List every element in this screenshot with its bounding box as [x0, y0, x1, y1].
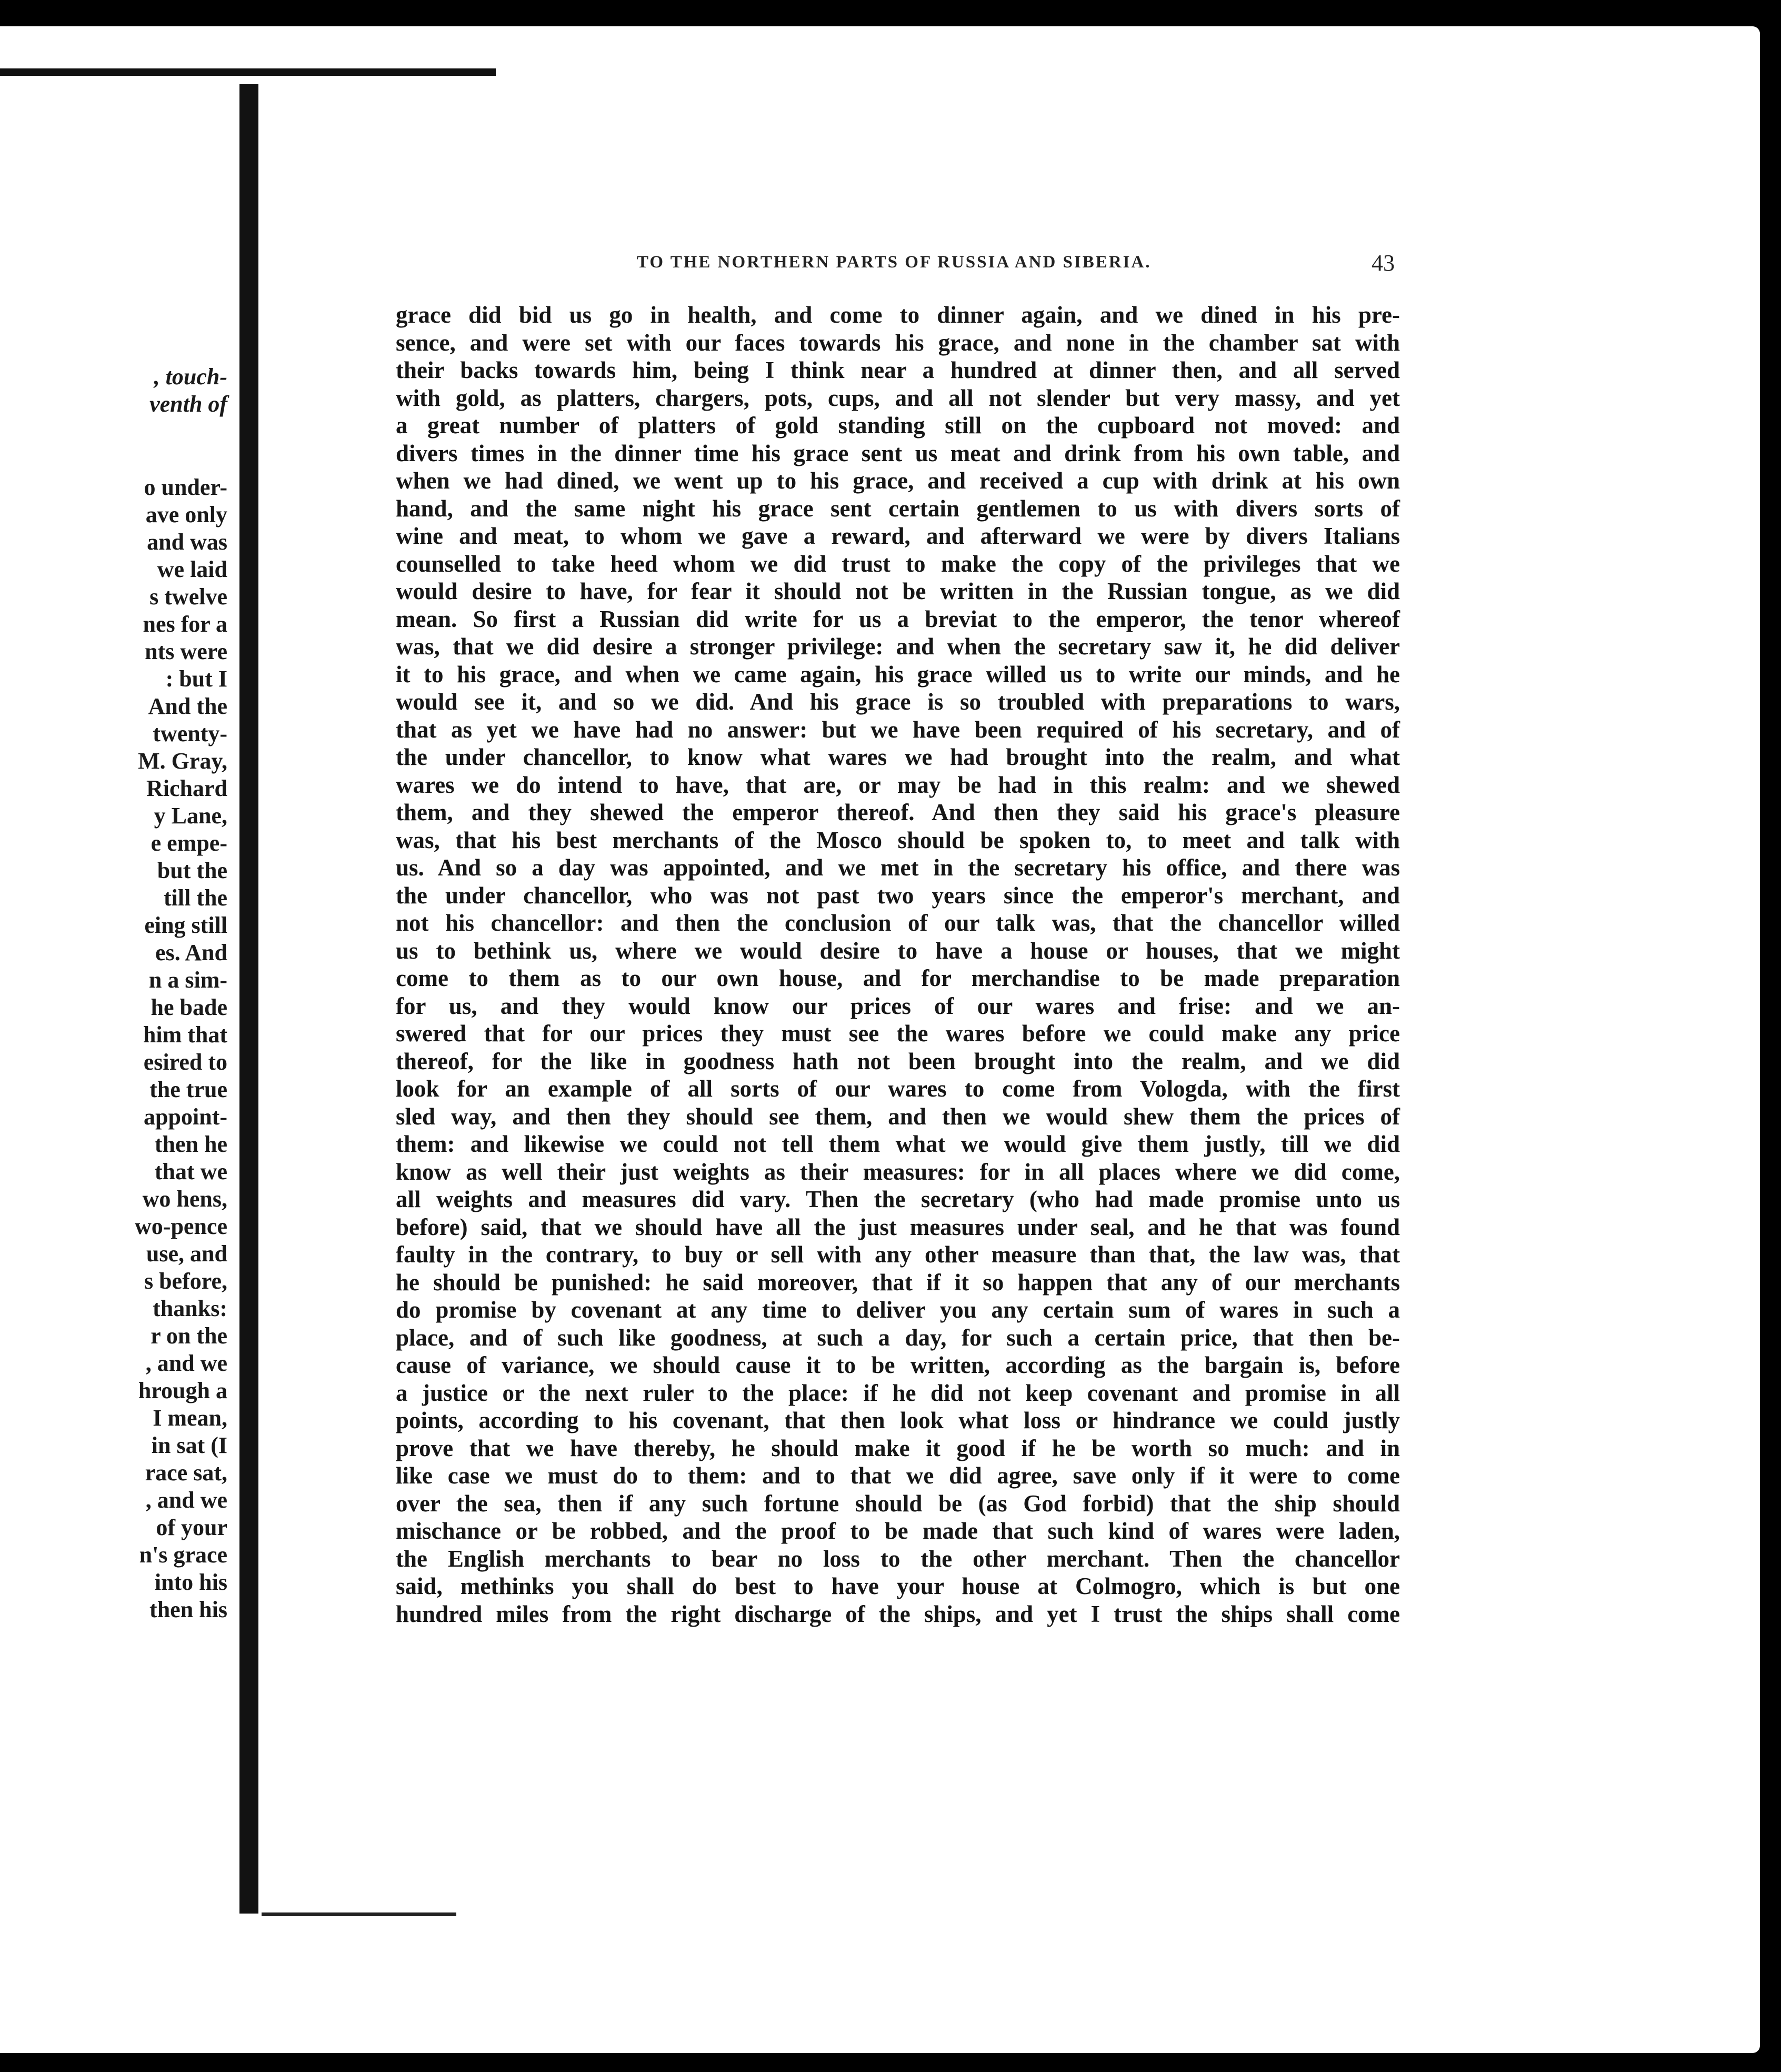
- text-line: do promise by covenant at any time to deliver you any certain sum of wares in such a: [396, 1297, 1400, 1323]
- left-page-line: into his: [154, 1569, 227, 1595]
- left-page-line: then he: [154, 1131, 227, 1157]
- left-page-line: , touch-: [154, 364, 227, 390]
- left-page-line: but the: [157, 858, 227, 883]
- left-page-line: wo hens,: [142, 1186, 227, 1212]
- text-line: like case we must do to them: and to that we did agree, save only if it were to come: [396, 1462, 1400, 1489]
- left-page-line: till the: [164, 885, 227, 911]
- text-line: all weights and measures did vary. Then the secretary (who had made promise unto us: [396, 1186, 1400, 1212]
- text-line: come to them as to our own house, and for merchandise to be made preparation: [396, 965, 1400, 991]
- text-line: with gold, as platters, chargers, pots, cups, and all not slender but very massy, and yet: [396, 384, 1400, 411]
- left-page-line: hrough a: [138, 1378, 227, 1403]
- text-line: wine and meat, to whom we gave a reward, and afterward we were by divers Italians: [396, 523, 1400, 549]
- left-page-line: thanks:: [153, 1296, 227, 1321]
- text-line: said, methinks you shall do best to have your house at Colmogro, which is but one: [396, 1573, 1400, 1599]
- text-line: the under chancellor, who was not past two years since the emperor's merchant, and: [396, 882, 1400, 909]
- left-page-line: s before,: [144, 1268, 227, 1294]
- text-line: counselled to take heed whom we did trust to make the copy of the privileges that we: [396, 550, 1400, 577]
- text-line: sence, and were set with our faces towards his grace, and none in the chamber sat with: [396, 329, 1400, 356]
- text-line: grace did bid us go in health, and come to dinner again, and we dined in his pre-: [396, 302, 1400, 328]
- text-line: prove that we have thereby, he should make it good if he be worth so much: and in: [396, 1435, 1400, 1461]
- left-page-line: him that: [143, 1022, 227, 1048]
- text-line: them: and likewise we could not tell them what we would give them justly, till we did: [396, 1131, 1400, 1157]
- text-line: was, that his best merchants of the Mosco should be spoken to, to meet and talk with: [396, 826, 1400, 853]
- text-line: us to bethink us, where we would desire to have a house or houses, that we might: [396, 937, 1400, 964]
- left-page-line: : but I: [165, 666, 227, 692]
- bottom-rule: [262, 1912, 456, 1916]
- left-page-line: , and we: [145, 1487, 227, 1513]
- left-page-line: y Lane,: [154, 803, 227, 829]
- left-page-line: nes for a: [143, 611, 227, 637]
- text-line: it to his grace, and when we came again, his grace willed us to write our minds, and he: [396, 661, 1400, 688]
- gutter-rule: [239, 84, 258, 1914]
- page-number: 43: [1372, 250, 1395, 276]
- left-page-line: in sat (I: [151, 1432, 227, 1458]
- left-page-line: that we: [154, 1159, 227, 1184]
- left-page-fragment: [0, 316, 232, 1842]
- left-page-line: e empe-: [151, 830, 227, 856]
- left-page-line: twenty-: [153, 721, 227, 746]
- text-line: would desire to have, for fear it should not be written in the Russian tongue, as we did: [396, 578, 1400, 604]
- text-line: cause of variance, we should cause it to be written, according as the bargain is, before: [396, 1352, 1400, 1378]
- left-page-line: the true: [149, 1077, 227, 1102]
- left-page-line: eing still: [144, 912, 227, 938]
- left-page-line: of your: [156, 1515, 227, 1540]
- text-line: their backs towards him, being I think near a hundred at dinner then, and all served: [396, 357, 1400, 383]
- left-page-line: , and we: [145, 1350, 227, 1376]
- left-page-line: ave only: [145, 502, 227, 527]
- left-page-line: n's grace: [139, 1542, 227, 1568]
- left-page-line: appoint-: [144, 1104, 227, 1130]
- text-line: for us, and they would know our prices of our wares and frise: and we an-: [396, 992, 1400, 1019]
- left-page-line: race sat,: [145, 1460, 227, 1486]
- text-line: over the sea, then if any such fortune should be (as God forbid) that the ship should: [396, 1490, 1400, 1517]
- text-line: that as yet we have had no answer: but we have been required of his secretary, and of: [396, 716, 1400, 743]
- left-page-line: n a sim-: [148, 967, 227, 993]
- top-rule: [0, 68, 496, 76]
- left-page-line: Richard: [146, 775, 227, 801]
- left-page-line: I mean,: [153, 1405, 227, 1431]
- main-text-block: [396, 301, 1400, 1628]
- text-line: would see it, and so we did. And his grace is so troubled with preparations to wars,: [396, 689, 1400, 715]
- text-line: faulty in the contrary, to buy or sell with any other measure than that, the law was, that: [396, 1241, 1400, 1268]
- left-page-line: o under-: [144, 474, 227, 500]
- text-line: mischance or be robbed, and the proof to be made that such kind of wares were laden,: [396, 1518, 1400, 1544]
- text-line: was, that we did desire a stronger privilege: and when the secretary saw it, he did deliver: [396, 633, 1400, 660]
- text-line: sled way, and then they should see them, and then we would shew them the prices of: [396, 1103, 1400, 1130]
- running-head: TO THE NORTHERN PARTS OF RUSSIA AND SIBERIA.: [637, 253, 1152, 272]
- text-line: he should be punished: he said moreover, that if it so happen that any of our merchants: [396, 1269, 1400, 1296]
- text-line: us. And so a day was appointed, and we met in the secretary his office, and there was: [396, 854, 1400, 881]
- left-page-line: and was: [147, 529, 227, 555]
- left-page-line: r on the: [151, 1323, 227, 1349]
- text-line: look for an example of all sorts of our wares to come from Vologda, with the first: [396, 1075, 1400, 1102]
- text-line: the English merchants to bear no loss to the other merchant. Then the chancellor: [396, 1545, 1400, 1572]
- text-line: divers times in the dinner time his grace sent us meat and drink from his own table, and: [396, 440, 1400, 466]
- text-line: the under chancellor, to know what wares we had brought into the realm, and what: [396, 744, 1400, 770]
- text-line: mean. So first a Russian did write for us a breviat to the emperor, the tenor whereof: [396, 605, 1400, 632]
- left-page-line: nts were: [145, 639, 227, 664]
- left-page-line: he bade: [151, 994, 227, 1020]
- text-line: place, and of such like goodness, at such a day, for such a certain price, that then be-: [396, 1324, 1400, 1351]
- left-page-line: use, and: [146, 1241, 227, 1267]
- text-line: swered that for our prices they must see the wares before we could make any price: [396, 1020, 1400, 1047]
- left-page-line: esired to: [143, 1049, 227, 1075]
- text-line: thereof, for the like in goodness hath not been brought into the realm, and we did: [396, 1048, 1400, 1074]
- text-line: before) said, that we should have all the just measures under seal, and he that was found: [396, 1213, 1400, 1240]
- left-page-line: we laid: [157, 556, 227, 582]
- left-page-line: wo-pence: [135, 1213, 227, 1239]
- text-line: points, according to his covenant, that then look what loss or hindrance we could justly: [396, 1407, 1400, 1433]
- left-page-line: M. Gray,: [138, 748, 227, 774]
- text-line: them, and they shewed the emperor thereof. And then they said his grace's pleasure: [396, 799, 1400, 825]
- left-page-line: then his: [149, 1597, 227, 1622]
- text-line: hand, and the same night his grace sent certain gentlemen to us with divers sorts of: [396, 495, 1400, 522]
- text-line: a justice or the next ruler to the place: if he did not keep covenant and promise in all: [396, 1379, 1400, 1406]
- left-page-line: And the: [148, 693, 227, 719]
- left-page-line: s twelve: [149, 584, 227, 610]
- text-line: know as well their just weights as their measures: for in all places where we did come,: [396, 1158, 1400, 1185]
- left-page-line: venth of: [149, 391, 227, 417]
- text-line: hundred miles from the right discharge of the ships, and yet I trust the ships shall come: [396, 1600, 1400, 1627]
- text-line: when we had dined, we went up to his grace, and received a cup with drink at his own: [396, 467, 1400, 494]
- text-line: wares we do intend to have, that are, or may be had in this realm: and we shewed: [396, 771, 1400, 798]
- left-page-line: es. And: [155, 940, 227, 965]
- text-line: a great number of platters of gold standing still on the cupboard not moved: and: [396, 412, 1400, 439]
- text-line: not his chancellor: and then the conclusion of our talk was, that the chancellor willed: [396, 910, 1400, 936]
